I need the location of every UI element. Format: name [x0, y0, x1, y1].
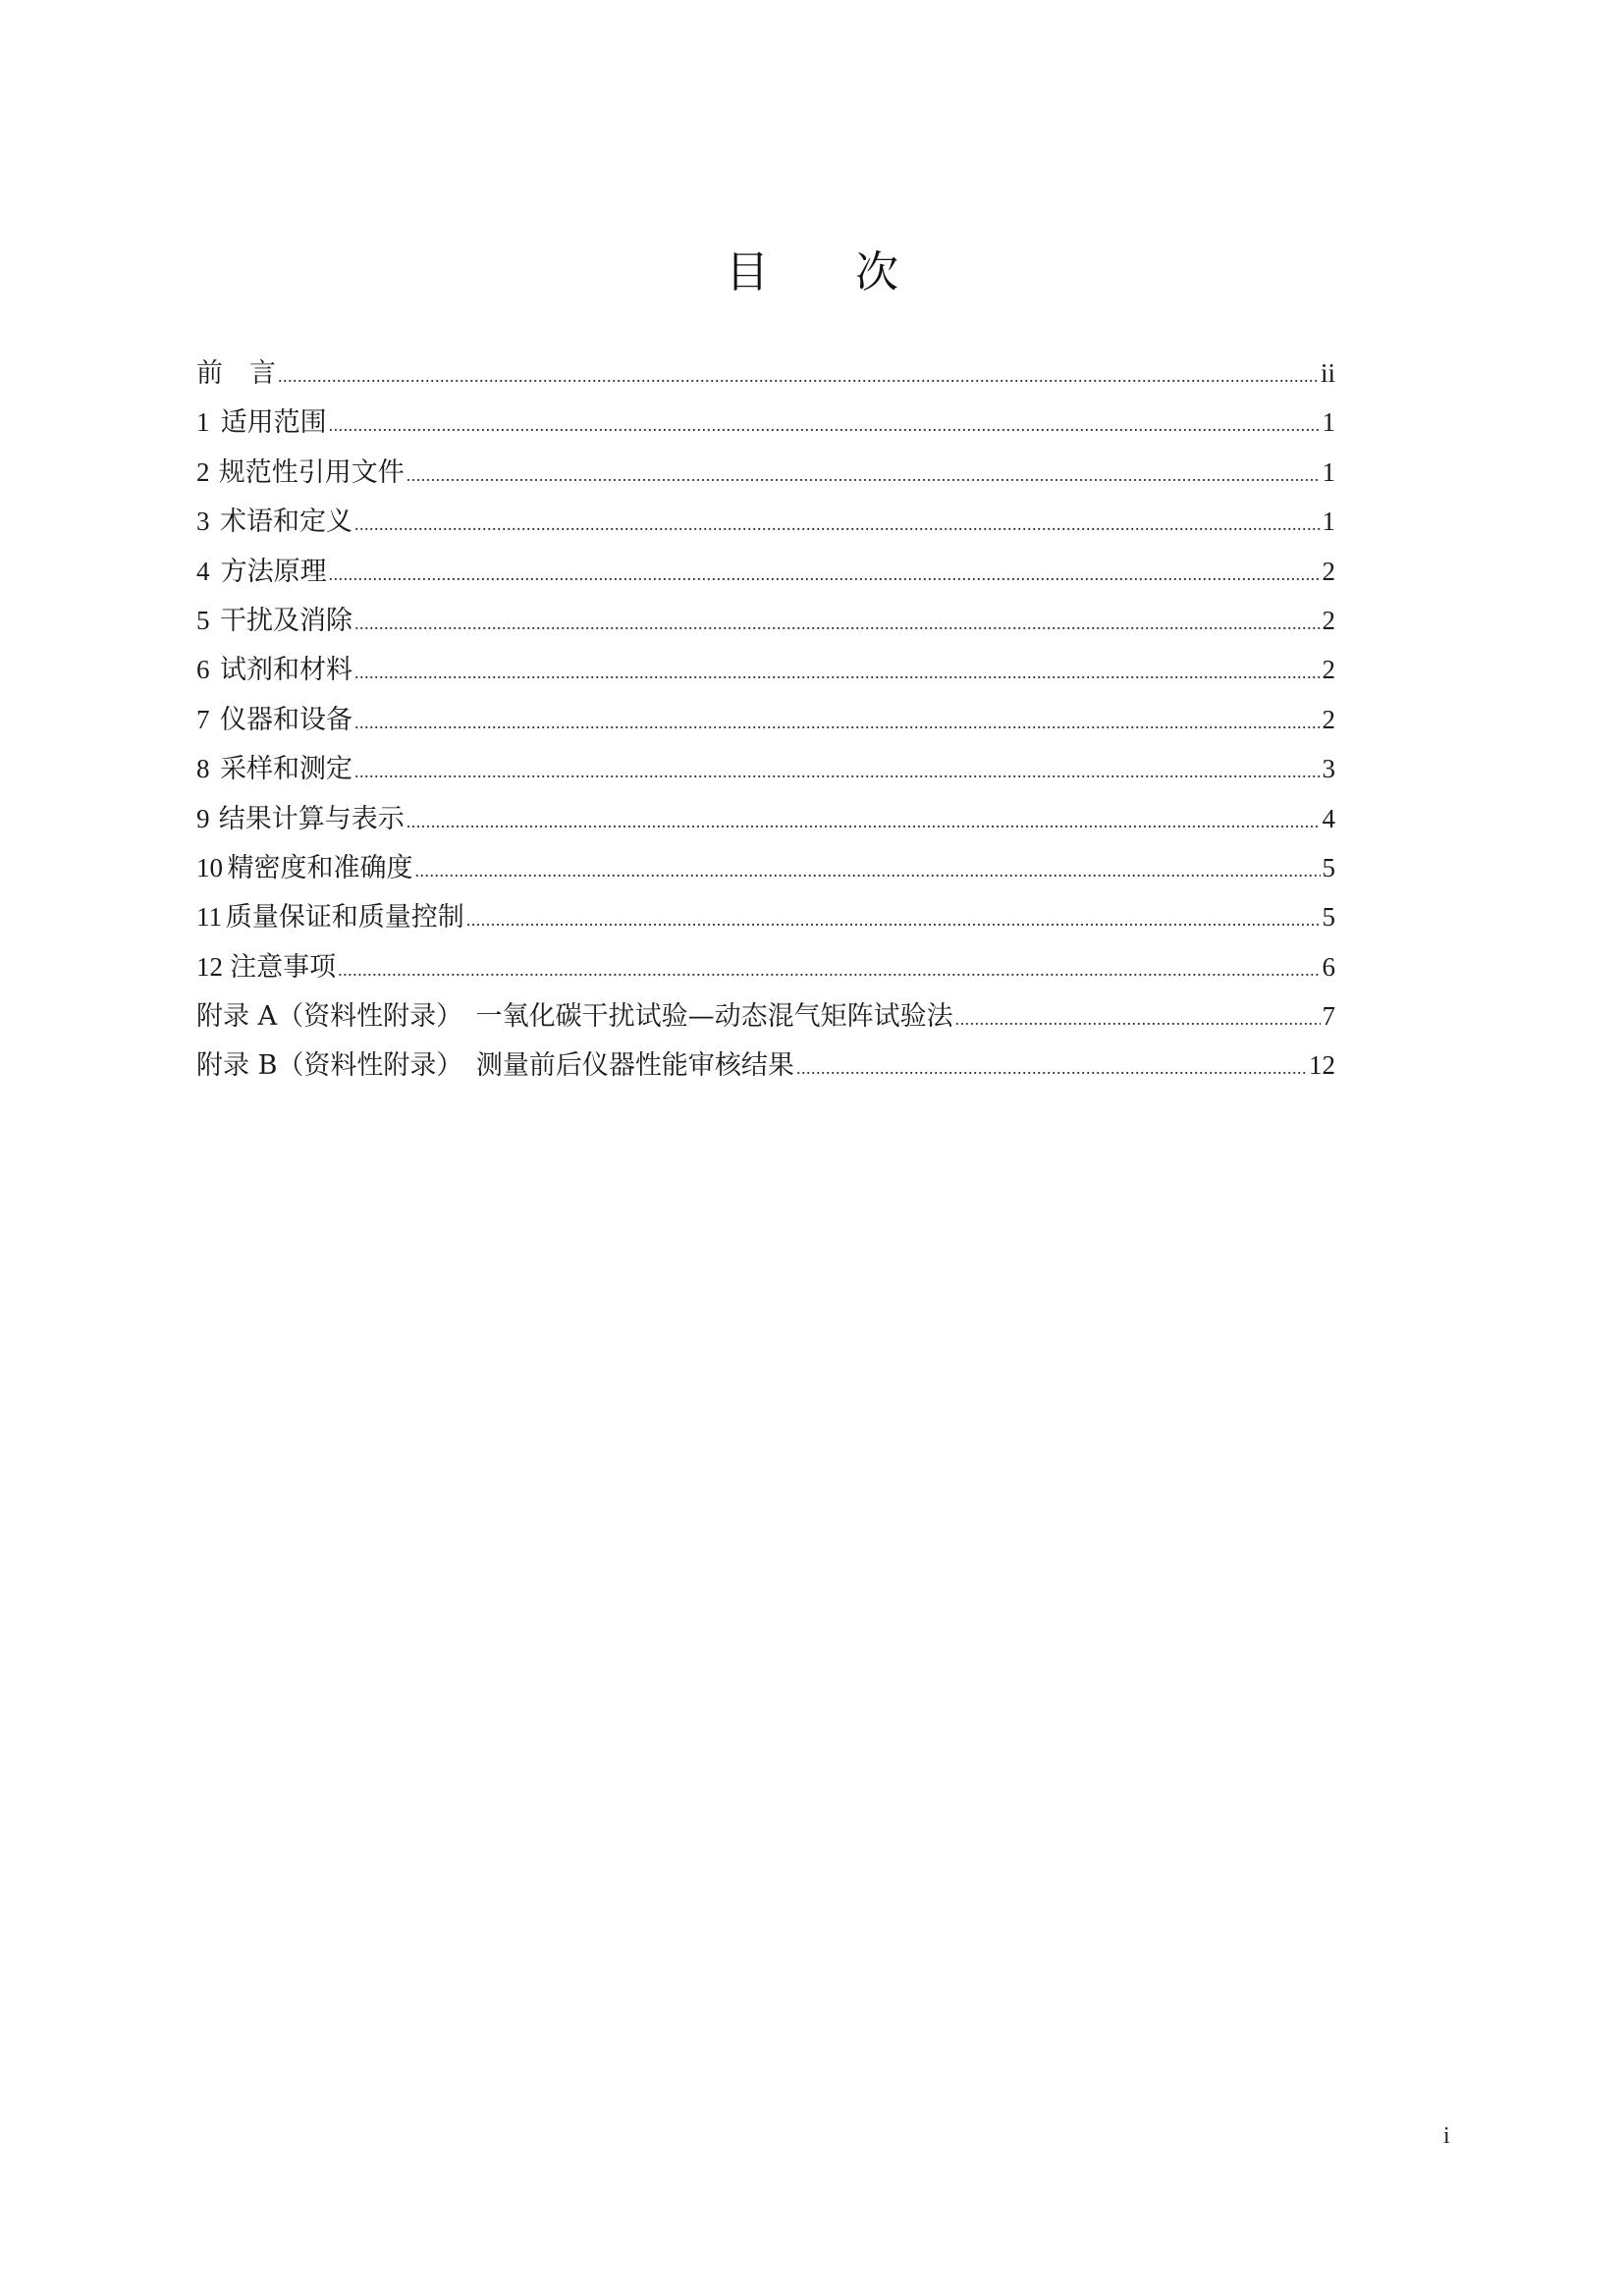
- toc-entry-page: 2: [1322, 605, 1335, 635]
- toc-leader-dots: [414, 846, 1320, 895]
- toc-entry-page: 2: [1322, 655, 1335, 685]
- toc-entry-page: 4: [1322, 803, 1335, 833]
- toc-entry-label: 适用范围: [220, 407, 327, 439]
- toc-entry-9[interactable]: [196, 794, 1335, 843]
- toc-entry-page: 2: [1322, 704, 1335, 734]
- toc-entry-label: 术语和定义: [219, 507, 352, 538]
- toc-leader-dots: [338, 945, 1320, 994]
- page-title: [0, 243, 1624, 302]
- page-title-char-1: 目: [726, 247, 769, 297]
- toc-entry-label: 仪器和设备: [219, 704, 352, 735]
- toc-entry-number: 2: [196, 456, 210, 487]
- toc-leader-dots: [354, 599, 1321, 648]
- toc-leader-dots: [406, 797, 1321, 846]
- toc-entry-label: 试剂和材料: [219, 655, 352, 686]
- toc-entry-preface[interactable]: [196, 348, 1335, 398]
- toc-entry-label: 附录 B（资料性附录） 测量前后仪器性能审核结果: [196, 1050, 794, 1082]
- toc-entry-number: 6: [196, 655, 210, 685]
- toc-leader-dots: [406, 451, 1321, 500]
- toc-entry-number: 11: [196, 902, 222, 933]
- toc-entry-number: 3: [196, 507, 210, 537]
- toc-entry-11[interactable]: [196, 892, 1335, 941]
- toc-entry-2[interactable]: [196, 448, 1335, 497]
- toc-leader-dots: [329, 550, 1321, 599]
- toc-entry-page: 1: [1322, 407, 1335, 438]
- toc-entry-label: 附录 A（资料性附录） 一氧化碳干扰试验—动态混气矩阵试验法: [196, 1001, 953, 1033]
- toc-entry-page: 6: [1322, 951, 1335, 982]
- toc-entry-page: 5: [1322, 902, 1335, 933]
- toc-entry-1[interactable]: [196, 398, 1335, 447]
- toc-entry-label: 规范性引用文件: [218, 456, 405, 488]
- toc-entry-number: 5: [196, 605, 210, 635]
- toc-entry-appendix-a[interactable]: [196, 991, 1335, 1041]
- toc-entry-appendix-b[interactable]: [196, 1041, 1335, 1090]
- toc-entry-page: 7: [1322, 1001, 1335, 1032]
- toc-entry-4[interactable]: [196, 547, 1335, 596]
- toc-entry-number: 4: [196, 556, 210, 586]
- toc-entry-3[interactable]: [196, 497, 1335, 546]
- toc-entry-number: 12: [196, 951, 223, 982]
- toc-leader-dots: [955, 994, 1321, 1043]
- toc-entry-10[interactable]: [196, 843, 1335, 892]
- toc-entry-page: 12: [1309, 1050, 1335, 1081]
- toc-entry-page: 5: [1322, 852, 1335, 882]
- table-of-contents: [196, 348, 1335, 1091]
- toc-entry-number: 1: [196, 407, 210, 438]
- page-title-char-2: 次: [855, 247, 898, 297]
- toc-entry-number: 9: [196, 803, 210, 833]
- toc-entry-label: 质量保证和质量控制: [225, 902, 464, 934]
- toc-entry-7[interactable]: [196, 695, 1335, 744]
- toc-entry-label: 方法原理: [220, 556, 327, 587]
- toc-entry-page: 3: [1322, 754, 1335, 784]
- toc-entry-number: 10: [196, 852, 223, 882]
- toc-entry-label: 结果计算与表示: [218, 803, 405, 834]
- toc-entry-8[interactable]: [196, 744, 1335, 793]
- toc-entry-6[interactable]: [196, 645, 1335, 694]
- toc-entry-number: 8: [196, 754, 210, 784]
- toc-entry-page: 1: [1322, 507, 1335, 537]
- toc-entry-page: 1: [1322, 456, 1335, 487]
- toc-leader-dots: [278, 351, 1319, 400]
- toc-entry-5[interactable]: [196, 596, 1335, 645]
- toc-leader-dots: [354, 648, 1321, 697]
- toc-leader-dots: [354, 500, 1321, 549]
- toc-entry-label: 干扰及消除: [219, 605, 352, 636]
- toc-leader-dots: [466, 895, 1321, 944]
- toc-entry-12[interactable]: [196, 942, 1335, 991]
- toc-leader-dots: [354, 698, 1321, 747]
- page-number: i: [1443, 2123, 1450, 2149]
- toc-leader-dots: [796, 1043, 1307, 1093]
- toc-entry-label: 前 言: [196, 358, 276, 389]
- toc-leader-dots: [354, 747, 1321, 796]
- toc-entry-number: 7: [196, 704, 210, 734]
- toc-entry-page: 2: [1322, 556, 1335, 586]
- toc-entry-page: ii: [1320, 358, 1335, 388]
- toc-entry-label: 精密度和准确度: [227, 852, 413, 883]
- toc-entry-label: 注意事项: [230, 951, 337, 983]
- toc-leader-dots: [329, 400, 1321, 450]
- toc-entry-label: 采样和测定: [219, 754, 352, 785]
